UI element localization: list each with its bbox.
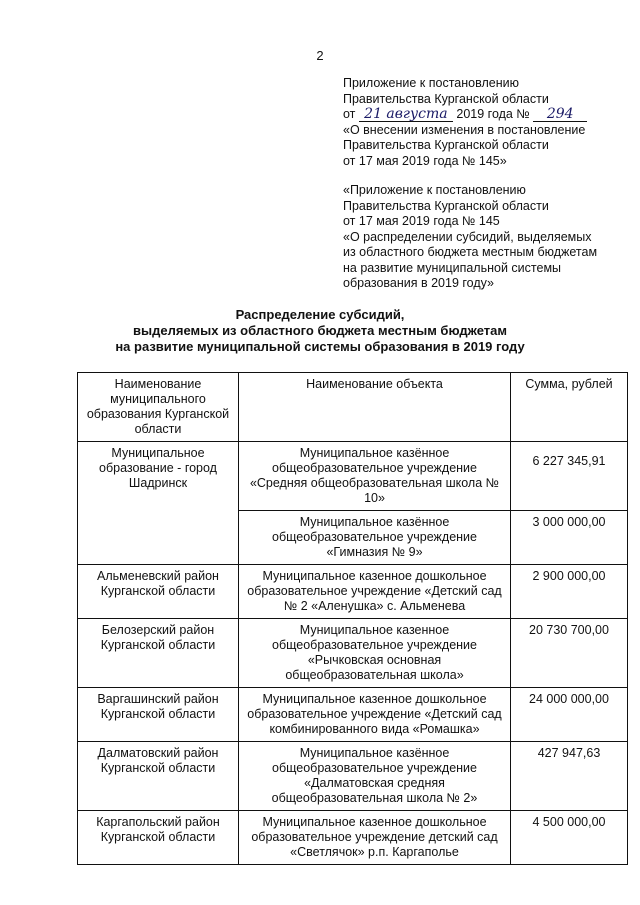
sum-cell: 24 000 000,00: [511, 688, 628, 742]
table-header-row: [78, 373, 628, 442]
header-date-line: [343, 107, 623, 123]
object-cell: Муниципальное казенное общеобразовательное учреждение «Рычковская основная общеобразовательная школа»: [239, 619, 511, 688]
title-line: выделяемых из областного бюджета местным бюджетам: [133, 323, 507, 338]
sum-cell: 4 500 000,00: [511, 811, 628, 865]
header-line: Приложение к постановлению: [343, 76, 519, 90]
object-cell: Муниципальное казенное дошкольное образовательное учреждение «Детский сад комбинированного вида «Ромашка»: [239, 688, 511, 742]
sum-cell: 20 730 700,00: [511, 619, 628, 688]
header-sum: Сумма, рублей: [511, 373, 628, 442]
municipality-cell: Далматовский район Курганской области: [78, 742, 239, 811]
object-cell: Муниципальное казенное дошкольное образовательное учреждение детский сад «Светлячок» р.п. Каргаполье: [239, 811, 511, 865]
object-cell: Муниципальное казённое общеобразовательное учреждение «Далматовская средняя общеобразовательная школа № 2»: [239, 742, 511, 811]
object-cell: Муниципальное казённое общеобразовательное учреждение «Средняя общеобразовательная школа № 10»: [239, 442, 511, 511]
subsidy-table: [77, 372, 628, 865]
table-row: [78, 442, 628, 511]
municipality-cell: Варгашинский район Курганской области: [78, 688, 239, 742]
municipality-cell: Муниципальное образование - город Шадринск: [78, 442, 239, 565]
date-prefix: от: [343, 107, 356, 121]
header-object: Наименование объекта: [239, 373, 511, 442]
header-line: от 17 мая 2019 года № 145: [343, 214, 500, 228]
handwritten-number: 294: [533, 108, 587, 122]
table-row: [78, 565, 628, 619]
header-line: образования в 2019 году»: [343, 276, 494, 290]
header-line: «О распределении субсидий, выделяемых: [343, 229, 592, 244]
page-number: 2: [316, 48, 324, 63]
header-line: от 17 мая 2019 года № 145»: [343, 153, 507, 168]
header-line: «Приложение к постановлению: [343, 183, 526, 197]
header-line: Правительства Курганской области: [343, 91, 549, 106]
date-year: 2019 года №: [456, 107, 530, 121]
sum-cell: 2 900 000,00: [511, 565, 628, 619]
municipality-cell: Альменевский район Курганской области: [78, 565, 239, 619]
table-row: [78, 619, 628, 688]
header-line: Правительства Курганской области: [343, 198, 549, 213]
municipality-cell: Каргапольский район Курганской области: [78, 811, 239, 865]
header-municipality: Наименование муниципального образования Курганской области: [78, 373, 239, 442]
header-line: «О внесении изменения в постановление: [343, 122, 586, 137]
municipality-cell: Белозерский район Курганской области: [78, 619, 239, 688]
table-row: [78, 742, 628, 811]
title-line: на развитие муниципальной системы образования в 2019 году: [115, 339, 525, 354]
handwritten-date: 21 августа: [359, 108, 453, 122]
table-row: [78, 688, 628, 742]
table-row: [78, 811, 628, 865]
header-line: из областного бюджета местным бюджетам: [343, 245, 598, 259]
header-line: Правительства Курганской области: [343, 138, 549, 152]
object-cell: Муниципальное казённое общеобразовательное учреждение «Гимназия № 9»: [239, 511, 511, 565]
object-cell: Муниципальное казенное дошкольное образовательное учреждение «Детский сад № 2 «Аленушка» с. Альменева: [239, 565, 511, 619]
sum-cell: 427 947,63: [511, 742, 628, 811]
sum-cell: 6 227 345,91: [511, 442, 628, 511]
title-line: Распределение субсидий,: [235, 307, 405, 322]
sum-cell: 3 000 000,00: [511, 511, 628, 565]
header-line: на развитие муниципальной системы: [343, 260, 562, 275]
annex-header: [343, 76, 623, 292]
document-title: [0, 307, 640, 355]
